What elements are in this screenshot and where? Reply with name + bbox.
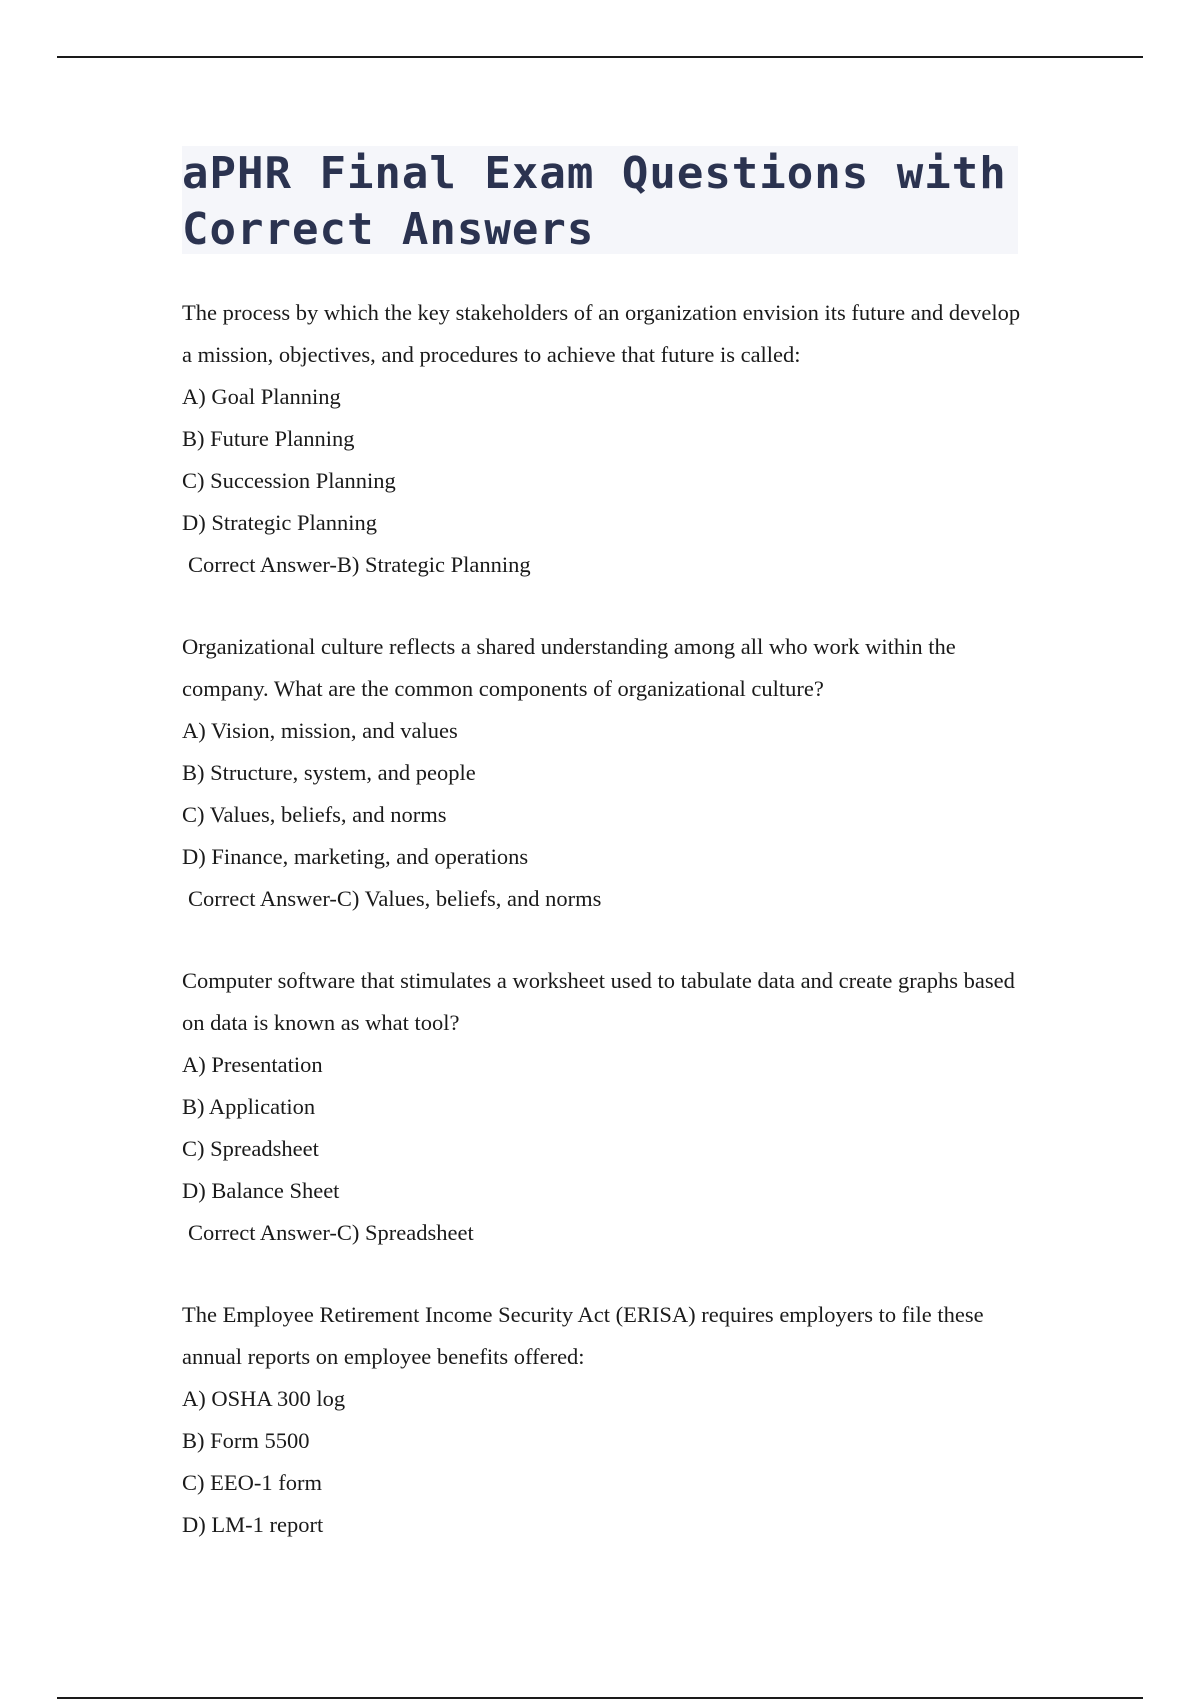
question-2 [182,626,1022,920]
bottom-divider [57,1697,1143,1699]
option-b: B) Future Planning [182,426,355,451]
option-d: D) Strategic Planning [182,510,377,535]
correct-answer: Correct Answer-B) Strategic Planning [188,552,531,577]
option-d: D) Balance Sheet [182,1178,340,1203]
option-d: D) Finance, marketing, and operations [182,844,529,869]
option-c: C) EEO-1 form [182,1470,322,1495]
page-title: aPHR Final Exam Questions with Correct Answers [182,148,1007,255]
question-3 [182,960,1022,1254]
option-c: C) Spreadsheet [182,1136,319,1161]
option-d: D) LM-1 report [182,1512,324,1537]
option-c: C) Succession Planning [182,468,396,493]
option-b: B) Structure, system, and people [182,760,476,785]
correct-answer: Correct Answer-C) Spreadsheet [188,1220,474,1245]
option-a: A) OSHA 300 log [182,1386,346,1411]
option-c: C) Values, beliefs, and norms [182,802,447,827]
question-stem: Organizational culture reflects a shared understanding among all who work within the company. What are the common components of organizational culture? [182,634,956,701]
option-a: A) Presentation [182,1052,323,1077]
question-list [182,292,1022,1586]
question-4 [182,1294,1022,1546]
top-divider [57,56,1143,58]
option-b: B) Form 5500 [182,1428,310,1453]
question-stem: The process by which the key stakeholders of an organization envision its future and develop a mission, objectives, and procedures to achieve that future is called: [182,300,1021,367]
option-a: A) Vision, mission, and values [182,718,458,743]
question-1 [182,292,1022,586]
correct-answer: Correct Answer-C) Values, beliefs, and norms [188,886,602,911]
option-a: A) Goal Planning [182,384,341,409]
question-stem: Computer software that stimulates a worksheet used to tabulate data and create graphs based on data is known as what tool? [182,968,1015,1035]
title-banner [182,146,1018,254]
option-b: B) Application [182,1094,316,1119]
question-stem: The Employee Retirement Income Security Act (ERISA) requires employers to file these annual reports on employee benefits offered: [182,1302,984,1369]
